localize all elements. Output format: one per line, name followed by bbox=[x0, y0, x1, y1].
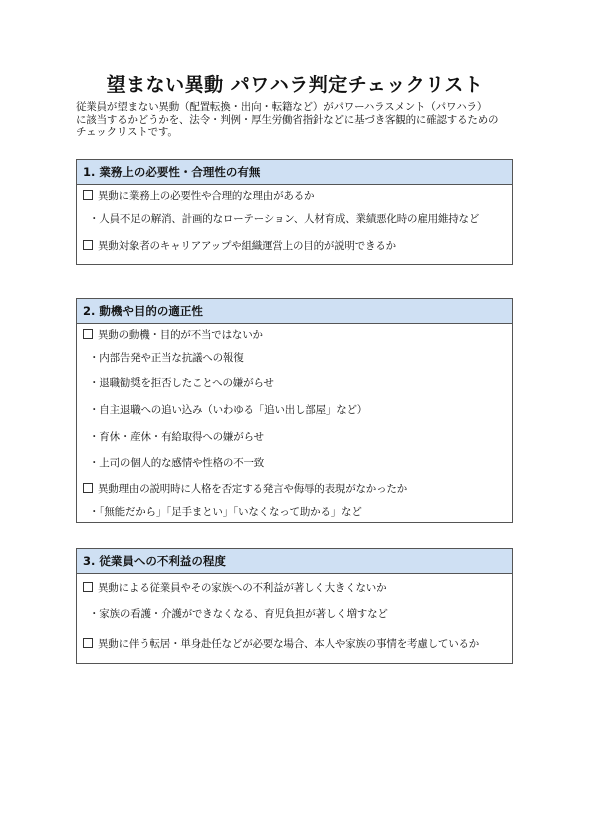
checklist-item-label: 異動に伴う転居・単身赴任などが必要な場合、本人や家族の事情を考慮しているか bbox=[98, 638, 480, 650]
checkbox-icon[interactable] bbox=[83, 582, 93, 592]
checklist-item[interactable] bbox=[83, 482, 407, 496]
intro-text bbox=[76, 101, 516, 139]
checklist-item[interactable] bbox=[83, 189, 314, 203]
checklist-item-label: 異動による従業員やその家族への不利益が著しく大きくないか bbox=[98, 582, 387, 594]
checklist-item[interactable] bbox=[83, 239, 396, 253]
section-heading: 3. 従業員への不利益の程度 bbox=[77, 549, 512, 574]
example-item: ・内部告発や正当な抗議への報復 bbox=[89, 352, 244, 364]
checkbox-icon[interactable] bbox=[83, 638, 93, 648]
checklist-item-label: 異動に業務上の必要性や合理的な理由があるか bbox=[98, 190, 315, 202]
section-heading: 1. 業務上の必要性・合理性の有無 bbox=[77, 160, 512, 185]
section-motive bbox=[76, 298, 513, 523]
intro-line: チェックリストです。 bbox=[76, 126, 178, 138]
intro-line: 従業員が望まない異動（配置転換・出向・転籍など）がパワーハラスメント（パワハラ） bbox=[76, 101, 488, 113]
checkbox-icon[interactable] bbox=[83, 240, 93, 250]
example-item: ・育休・産休・有給取得への嫌がらせ bbox=[89, 431, 264, 443]
checkbox-icon[interactable] bbox=[83, 329, 93, 339]
example-item: ・上司の個人的な感情や性格の不一致 bbox=[89, 457, 265, 469]
section-necessity bbox=[76, 159, 513, 265]
checklist-item[interactable] bbox=[83, 581, 386, 595]
section-disadvantage bbox=[76, 548, 513, 664]
checkbox-icon[interactable] bbox=[83, 483, 93, 493]
example-item: ・「無能だから」「足手まとい」「いなくなって助かる」など bbox=[89, 506, 362, 518]
checklist-item[interactable] bbox=[83, 637, 479, 651]
checklist-item[interactable] bbox=[83, 328, 263, 342]
checklist-item-label: 異動対象者のキャリアアップや組織運営上の目的が説明できるか bbox=[98, 240, 396, 252]
intro-line: に該当するかどうかを、法令・判例・厚生労働省指針などに基づき客観的に確認するための bbox=[76, 113, 499, 126]
example-item: ・人員不足の解消、計画的なローテーション、人材育成、業績悪化時の雇用維持など bbox=[89, 213, 480, 225]
checklist-item-label: 異動の動機・目的が不当ではないか bbox=[98, 329, 263, 341]
example-item: ・自主退職への追い込み（いわゆる「追い出し部屋」など） bbox=[89, 404, 368, 416]
section-heading: 2. 動機や目的の適正性 bbox=[77, 299, 512, 324]
checkbox-icon[interactable] bbox=[83, 190, 93, 200]
example-item: ・家族の看護・介護ができなくなる、育児負担が著しく増すなど bbox=[89, 608, 388, 620]
checklist-item-label: 異動理由の説明時に人格を否定する発言や侮辱的表現がなかったか bbox=[98, 483, 407, 495]
example-item: ・退職勧奨を拒否したことへの嫌がらせ bbox=[89, 377, 274, 389]
page-title: 望まない異動 パワハラ判定チェックリスト bbox=[106, 74, 484, 96]
